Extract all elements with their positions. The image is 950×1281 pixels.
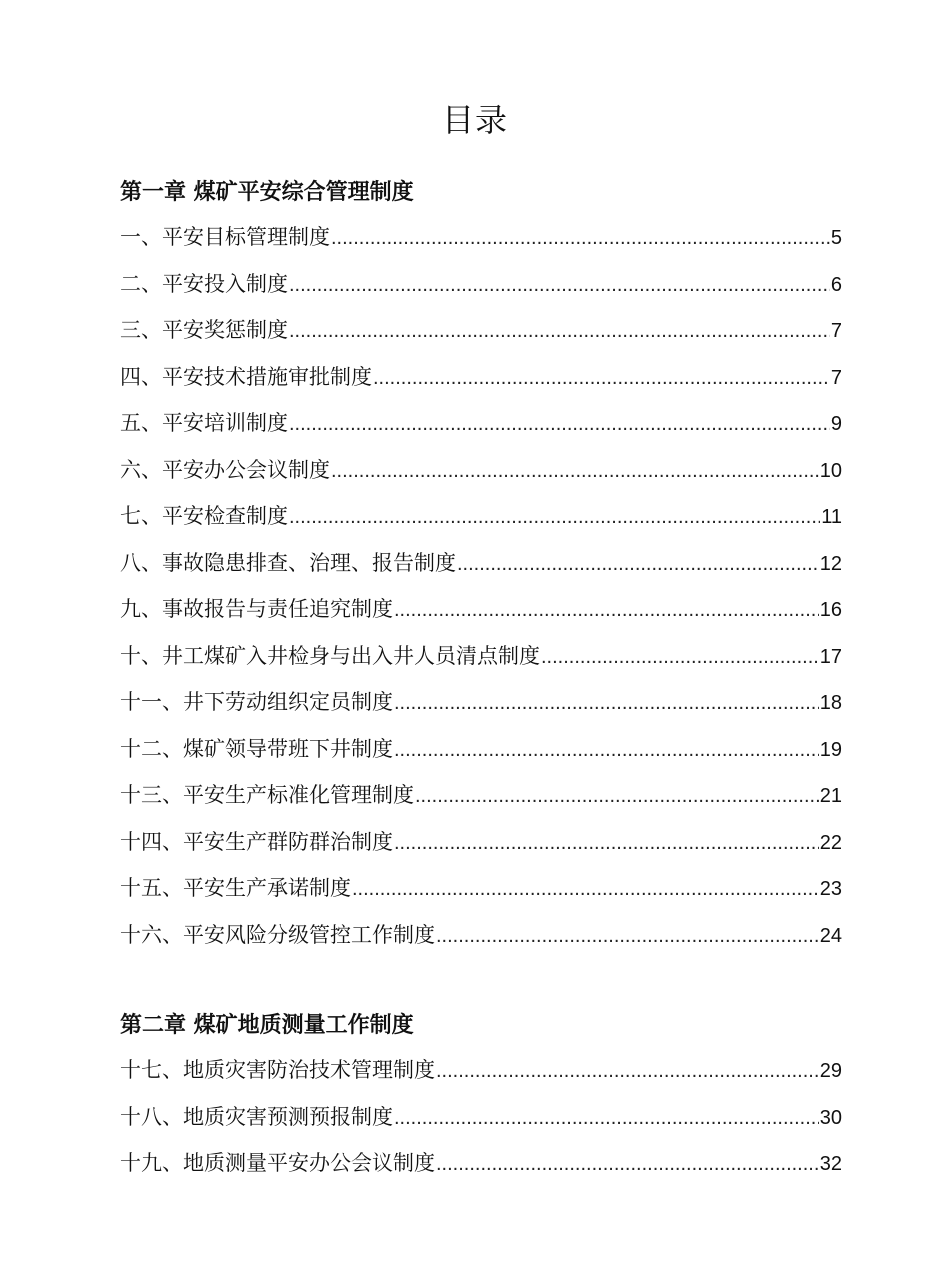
toc-entry-label: 四、平安技术措施审批制度 — [120, 364, 372, 389]
toc-entry[interactable] — [120, 586, 842, 633]
dot-leader — [436, 1141, 819, 1188]
toc-entry[interactable] — [120, 214, 842, 261]
toc-entry-page-number: 12 — [819, 552, 842, 575]
chapter-section — [120, 170, 842, 958]
dot-leader — [289, 494, 820, 541]
toc-entry-label: 十六、平安风险分级管控工作制度 — [120, 922, 435, 947]
toc-entry-page-number: 21 — [819, 785, 842, 807]
dot-leader — [331, 448, 819, 495]
toc-entry-label: 十二、煤矿领导带班下井制度 — [120, 736, 393, 761]
toc-entry-label: 十八、地质灾害预测预报制度 — [120, 1104, 393, 1129]
toc-entry[interactable] — [120, 493, 842, 540]
toc-entry[interactable] — [120, 633, 842, 680]
dot-leader — [289, 262, 830, 309]
toc-entry-page-number: 19 — [819, 738, 842, 761]
toc-entry-label: 三、平安奖惩制度 — [120, 318, 288, 342]
toc-entry-page-number: 17 — [819, 645, 842, 668]
toc-entry-page-number: 11 — [821, 506, 842, 528]
dot-leader — [289, 401, 830, 448]
toc-entry[interactable] — [120, 865, 842, 912]
toc-entry-page-number: 9 — [830, 413, 842, 435]
dot-leader — [394, 1095, 819, 1142]
dot-leader — [457, 541, 819, 588]
toc-entry[interactable] — [120, 400, 842, 447]
toc-entry[interactable] — [120, 261, 842, 308]
toc-entry-label: 十七、地质灾害防治技术管理制度 — [120, 1058, 435, 1082]
toc-entry-label: 十三、平安生产标准化管理制度 — [120, 783, 414, 807]
toc-entry-page-number: 7 — [830, 320, 842, 342]
chapter-heading: 第一章 煤矿平安综合管理制度 — [120, 179, 414, 205]
dot-leader — [394, 587, 819, 634]
toc-entry[interactable] — [120, 447, 842, 494]
toc-entry-page-number: 30 — [819, 1106, 842, 1129]
toc-entry[interactable] — [120, 912, 842, 959]
toc-title: 目录 — [441, 101, 508, 139]
dot-leader — [415, 773, 819, 820]
toc-entry-label: 十四、平安生产群防群治制度 — [120, 829, 393, 854]
dot-leader — [541, 634, 819, 681]
toc-entry[interactable] — [120, 307, 842, 354]
toc-entry-label: 十九、地质测量平安办公会议制度 — [120, 1151, 435, 1175]
toc-entry[interactable] — [120, 726, 842, 773]
chapter-section — [120, 1003, 842, 1187]
toc-list — [120, 1047, 842, 1187]
toc-entry[interactable] — [120, 354, 842, 401]
dot-leader — [394, 680, 819, 727]
toc-entry-page-number: 32 — [819, 1153, 842, 1175]
toc-entry-label: 六、平安办公会议制度 — [120, 457, 330, 482]
toc-entry-page-number: 6 — [830, 273, 842, 296]
toc-entry[interactable] — [120, 540, 842, 587]
toc-entry-label: 九、事故报告与责任追究制度 — [120, 597, 393, 621]
toc-entry-page-number: 7 — [830, 366, 842, 389]
toc-entry-label: 一、平安目标管理制度 — [120, 225, 330, 249]
toc-entry-label: 十五、平安生产承诺制度 — [120, 876, 351, 900]
toc-entry[interactable] — [120, 1094, 842, 1141]
dot-leader — [373, 355, 830, 402]
toc-entry-page-number: 29 — [819, 1060, 842, 1082]
dot-leader — [352, 866, 819, 913]
dot-leader — [394, 820, 819, 867]
toc-entry-page-number: 10 — [819, 459, 842, 482]
dot-leader — [289, 308, 830, 355]
toc-entry-label: 八、事故隐患排查、治理、报告制度 — [120, 550, 456, 575]
toc-entry[interactable] — [120, 772, 842, 819]
toc-entry-label: 五、平安培训制度 — [120, 411, 288, 435]
toc-entry-label: 十一、井下劳动组织定员制度 — [120, 690, 393, 714]
toc-entry-label: 十、井工煤矿入井检身与出入井人员清点制度 — [120, 643, 540, 668]
toc-entry-page-number: 24 — [819, 924, 842, 947]
toc-entry[interactable] — [120, 1047, 842, 1094]
toc-entry-page-number: 18 — [819, 692, 842, 714]
dot-leader — [436, 913, 819, 960]
dot-leader — [394, 727, 819, 774]
toc-list — [120, 214, 842, 958]
toc-entry[interactable] — [120, 819, 842, 866]
toc-entry-page-number: 22 — [819, 831, 842, 854]
dot-leader — [436, 1048, 819, 1095]
toc-entry-page-number: 23 — [819, 878, 842, 900]
dot-leader — [331, 215, 830, 262]
toc-entry-label: 二、平安投入制度 — [120, 271, 288, 296]
chapter-heading: 第二章 煤矿地质测量工作制度 — [120, 1012, 414, 1038]
toc-entry[interactable] — [120, 1140, 842, 1187]
toc-entry-label: 七、平安检查制度 — [120, 504, 288, 528]
toc-entry-page-number: 16 — [819, 599, 842, 621]
toc-entry-page-number: 5 — [830, 227, 842, 249]
toc-entry[interactable] — [120, 679, 842, 726]
